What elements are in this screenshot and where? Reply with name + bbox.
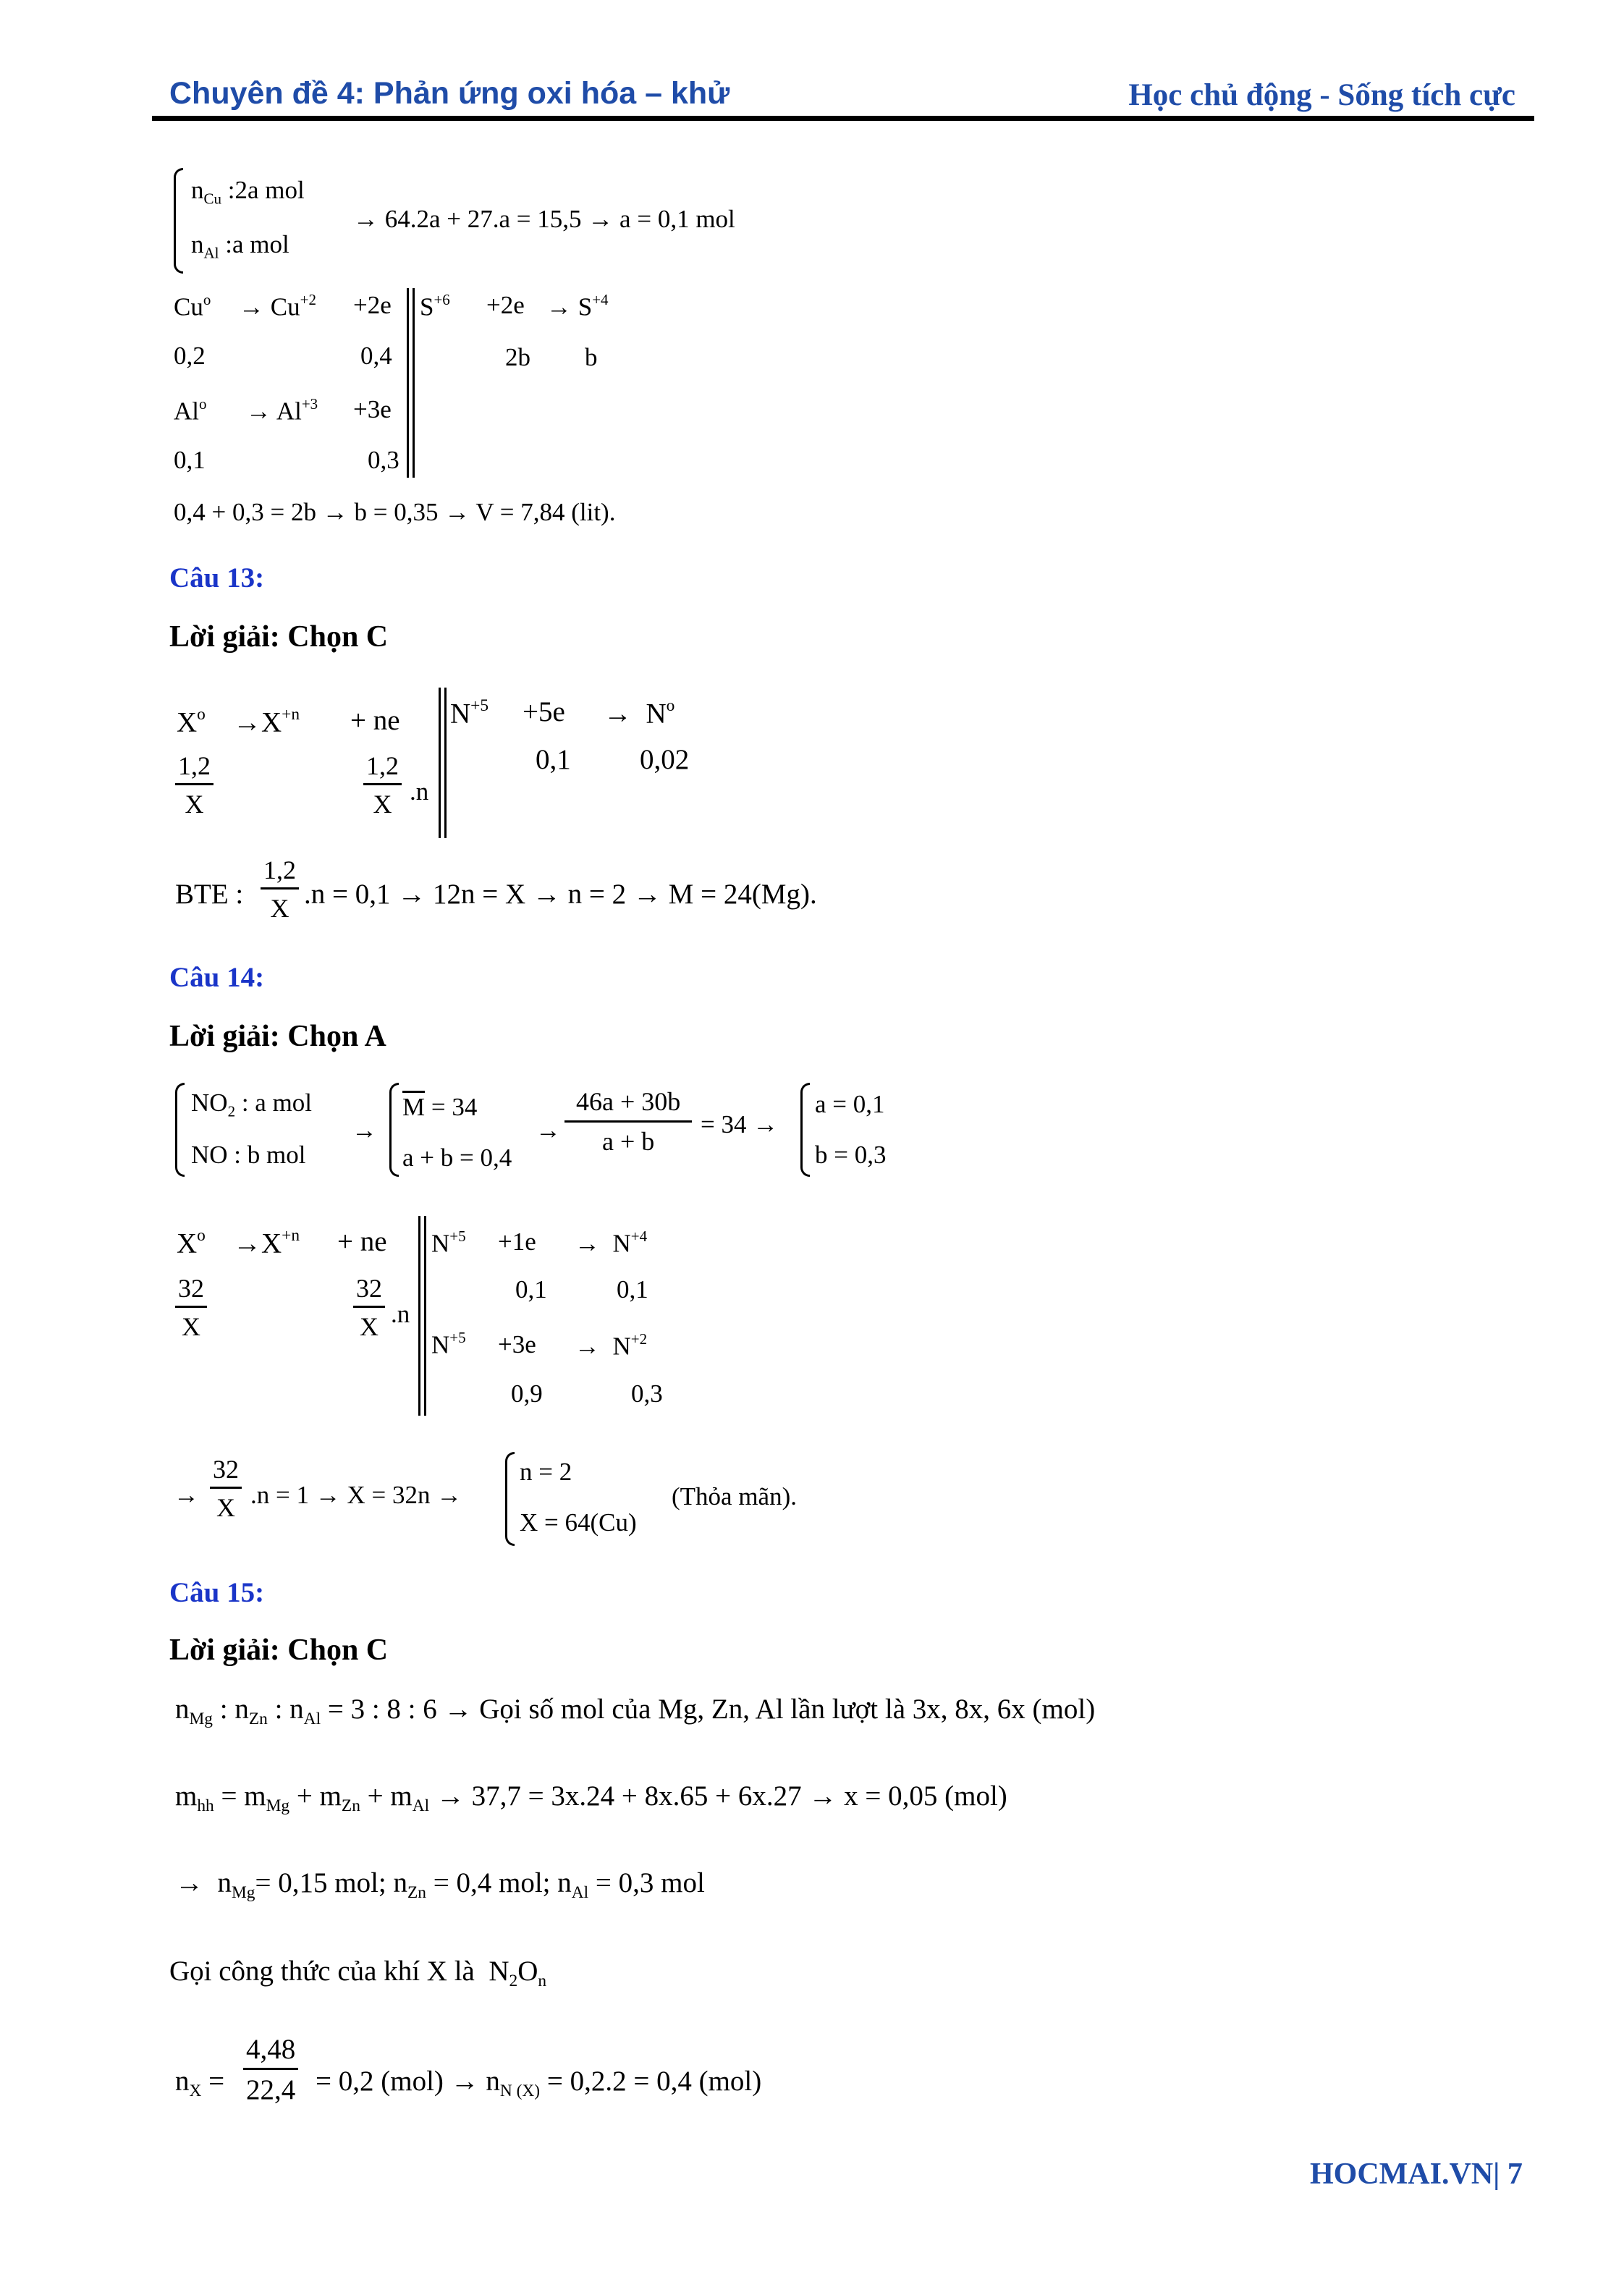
x-half: $X^o$ xyxy=(177,1226,206,1259)
al-e: +3e xyxy=(353,395,392,423)
n2-v1: 0,9 xyxy=(511,1379,543,1408)
cu-e: +2e xyxy=(353,291,392,319)
arrow: → xyxy=(352,1116,377,1144)
al-arrow: → $Al^{+3}$ xyxy=(246,395,318,426)
q14-title: Câu 14: xyxy=(169,962,265,993)
s-to: → $S^{+4}$ xyxy=(546,291,609,321)
system-brace xyxy=(800,1083,810,1177)
divider xyxy=(424,1216,426,1416)
system-brace xyxy=(174,168,183,274)
q15-solution: Lời giải: Chọn C xyxy=(169,1634,389,1667)
n2-to: → $N^{+2}$ xyxy=(575,1330,648,1361)
q14-final: .n = 1 → X = 32n → xyxy=(250,1481,462,1509)
divider xyxy=(418,1216,420,1416)
al-half: Al$^o$ xyxy=(174,395,207,426)
cu-v2: 0,4 xyxy=(360,342,392,370)
a-val: a = 0,1 xyxy=(815,1090,885,1118)
eq34: = 34 → xyxy=(701,1110,779,1138)
nx-rest: = 0,2 $(mol) \to n_{N (X)} = 0,2.2 = 0,4$ (mol) xyxy=(316,2066,762,2101)
b-val: b = 0,3 xyxy=(815,1141,887,1169)
al-v2: 0,3 xyxy=(368,446,399,474)
s-v2: b xyxy=(585,343,598,371)
q14-frac-left: $\frac{32}{X}$ xyxy=(175,1275,207,1340)
divider xyxy=(439,688,441,838)
n-eq: n = 2 xyxy=(520,1458,572,1486)
n2-half: $N^{+5}$ xyxy=(431,1329,466,1359)
q12-equation: → 64.2a + 27.a = 15,5 → a = 0,1 mol xyxy=(353,205,735,233)
no2-line: $NO_2$ : a mol xyxy=(191,1089,313,1120)
x-e: + ne xyxy=(337,1226,387,1257)
header-rule xyxy=(152,116,1534,121)
q15-title: Câu 15: xyxy=(169,1577,265,1608)
q13-frac-right: $\frac{1,2}{X}$ xyxy=(363,753,402,817)
divider xyxy=(407,288,409,478)
n-e: +5e xyxy=(523,696,565,727)
q13-solution: Lời giải: Chọn C xyxy=(169,620,389,654)
n2-v2: 0,3 xyxy=(631,1379,663,1408)
ok-text: (Thỏa mãn). xyxy=(672,1482,797,1510)
divider xyxy=(444,688,447,838)
cu-v1: 0,2 xyxy=(174,342,206,370)
bte-frac: $\frac{1,2}{X}$ xyxy=(261,857,299,921)
ratio-line: $n_{Mg}$ : $n_{Zn}$ : $n_{Al} = 3$ : 8 : 6 → Gọi số mol của Mg, Zn, Al lần lượt là 3x, 8x, 6x (mol) xyxy=(175,1694,1096,1729)
x-half: $X^o$ xyxy=(177,705,206,738)
n2-e: +3e xyxy=(498,1330,536,1359)
n1-v2: 0,1 xyxy=(617,1275,648,1303)
q14-frac-right: $\frac{32}{X}$ xyxy=(353,1275,385,1340)
n1-half: $N^{+5}$ xyxy=(431,1228,466,1258)
sum-line: a + b = 0,4 xyxy=(402,1144,512,1172)
s-v1: 2b xyxy=(505,343,530,371)
al-v1: 0,1 xyxy=(174,446,206,474)
chapter-title: Chuyên đề 4: Phản ứng oxi hóa – khử xyxy=(169,76,730,111)
x-e: + ne xyxy=(350,705,400,736)
q14-solution: Lời giải: Chọn A xyxy=(169,1020,386,1053)
n-mult: .n xyxy=(391,1300,410,1328)
system-brace xyxy=(175,1083,185,1177)
bte-label: BTE : xyxy=(175,879,244,910)
nx-label: $n_X$ = xyxy=(175,2066,225,2101)
n-al-line: $n_{Al}$ :a mol xyxy=(191,230,289,262)
slogan: Học chủ động - Sống tích cực xyxy=(1128,78,1515,112)
n-v1: 0,1 xyxy=(536,744,571,775)
formula-line: Gọi công thức của khí X là $N_2O_n$ xyxy=(169,1956,547,1991)
n-v2: 0,02 xyxy=(640,744,690,775)
m-avg: M = 34 xyxy=(402,1094,477,1120)
n-to: → $N^o$ xyxy=(604,696,675,730)
q13-title: Câu 13: xyxy=(169,562,265,593)
x-to: $\to X^{+n}$ xyxy=(233,1226,300,1259)
cu-arrow: → $Cu^{+2}$ xyxy=(239,291,316,321)
nx-frac: $\frac{4,48}{22,4}$ xyxy=(243,2035,298,2104)
bte-rest: .n = 0,1 → 12n = X → n = 2 → M = 24(Mg). xyxy=(304,879,817,910)
n1-v1: 0,1 xyxy=(515,1275,547,1303)
footer-brand: HOCMAI.VN| 7 xyxy=(1310,2158,1523,2191)
mass-line: $m_{hh} = m_{Mg} + m_{Zn} + m_{Al} \to 37,7 = 3x.24 + 8x.65 + 6x.27 \to x = 0,05$ (mol) xyxy=(175,1780,1007,1816)
q14-final-frac: $\frac{32}{X}$ xyxy=(210,1456,242,1521)
n1-to: → $N^{+4}$ xyxy=(575,1228,648,1258)
s-e: +2e xyxy=(486,291,525,319)
n-cu-line: $n_{Cu}$ :2a mol xyxy=(191,176,305,208)
n-half: $N^{+5}$ xyxy=(450,696,489,730)
n1-e: +1e xyxy=(498,1228,536,1256)
divider xyxy=(413,288,415,478)
q12-final: 0,4 + 0,3 = 2b → b = 0,35 → V = 7,84 (lit). xyxy=(174,498,616,526)
q13-frac-left: $\frac{1,2}{X}$ xyxy=(175,753,213,817)
s-half: $S^{+6}$ xyxy=(420,291,450,321)
arrow: → xyxy=(174,1481,199,1509)
moles-line: → $n_{Mg}= 0,15$ mol; $n_{Zn} = 0,4$ mol; $n_{Al} = 0,3$ mol xyxy=(175,1867,705,1903)
avg-frac: $\frac{46a + 30b}{a + b}$ xyxy=(564,1089,692,1154)
n-mult: .n xyxy=(410,777,429,806)
x-eq: X = 64(Cu) xyxy=(520,1508,637,1537)
system-brace xyxy=(505,1452,515,1546)
arrow: → xyxy=(536,1116,561,1144)
x-to: $\to X^{+n}$ xyxy=(233,705,300,738)
cu-half: Cu$^o$ xyxy=(174,291,211,321)
no-line: NO : b mol xyxy=(191,1141,306,1169)
system-brace xyxy=(389,1083,399,1177)
